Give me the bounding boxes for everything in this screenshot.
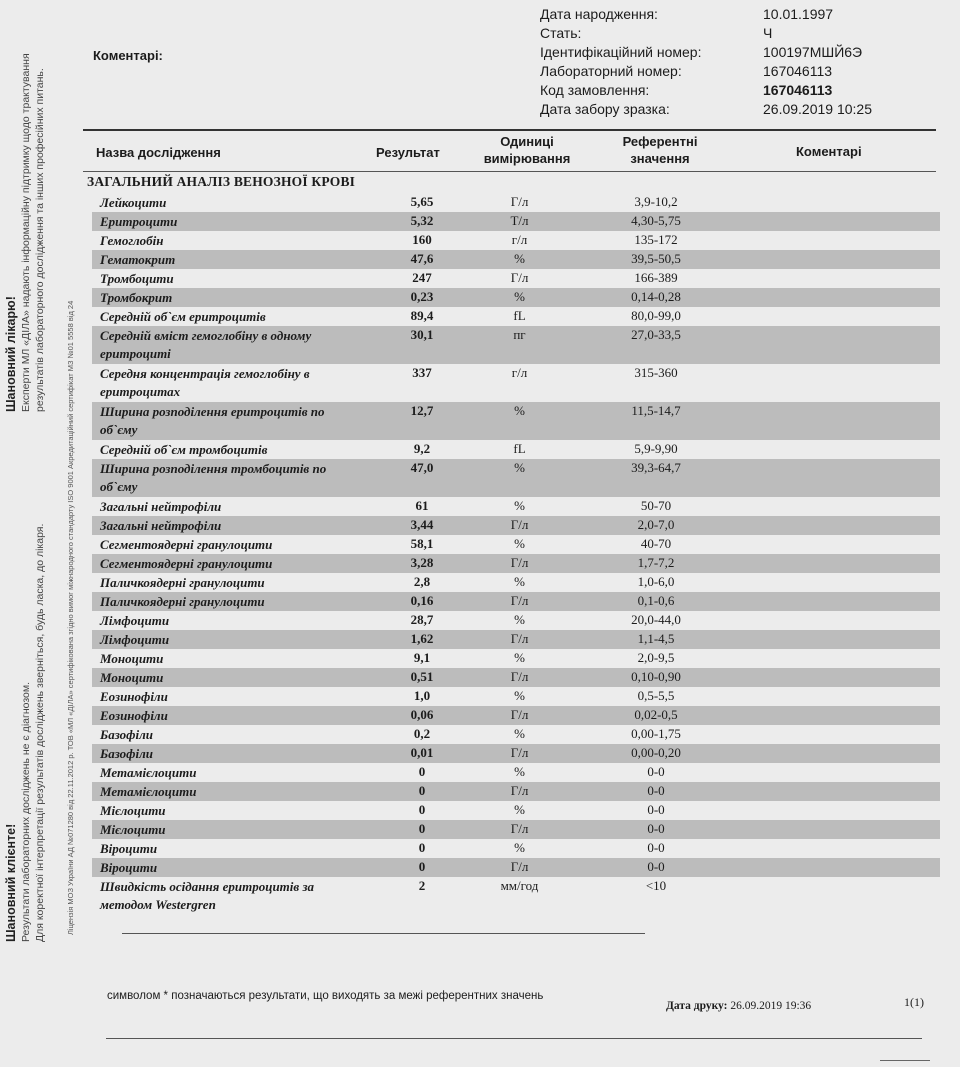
test-reference: 0-0	[647, 821, 665, 836]
table-row	[92, 839, 940, 858]
test-reference: 0,1-0,6	[637, 593, 675, 608]
test-reference: 0-0	[647, 764, 665, 779]
test-unit: Г/л	[510, 783, 529, 798]
test-reference: 27,0-33,5	[631, 327, 681, 342]
client-notice	[4, 524, 47, 942]
test-name: Моноцити	[100, 651, 164, 666]
test-result: 0	[418, 764, 426, 779]
test-unit: %	[514, 460, 525, 475]
patient-info	[540, 6, 940, 120]
test-name: Віроцити	[100, 841, 158, 856]
table-row	[92, 516, 940, 535]
test-name: Метамієлоцити	[100, 765, 197, 780]
test-name: Паличкоядерні гранулоцити	[100, 575, 265, 590]
test-reference: 80,0-99,0	[631, 308, 681, 323]
doctor-notice-line1: Експерти МЛ «ДІЛА» надають інформаційну підтримку щодо трактування	[20, 53, 32, 412]
table-row	[92, 706, 940, 725]
test-unit: Г/л	[510, 593, 529, 608]
col-header-units-line1: Одиниці	[500, 134, 554, 149]
table-row	[92, 364, 940, 402]
test-result: 47,6	[410, 251, 434, 266]
test-reference: 0-0	[647, 783, 665, 798]
test-reference: 0,00-1,75	[631, 726, 681, 741]
table-row	[92, 858, 940, 877]
info-row-birthdate	[540, 6, 940, 25]
test-unit: %	[514, 612, 525, 627]
test-name: Ширина розподілення тромбоцитів по об`єму	[100, 461, 327, 494]
test-unit: %	[514, 650, 525, 665]
test-name: Мієлоцити	[100, 803, 166, 818]
test-reference: 5,9-9,90	[634, 441, 678, 456]
test-unit: Г/л	[510, 859, 529, 874]
test-unit: Г/л	[510, 707, 529, 722]
table-row	[92, 744, 940, 763]
info-row-sample-date	[540, 101, 940, 120]
doctor-notice-line2: результатів лабораторного дослідження та інших професійних питань.	[34, 68, 46, 412]
table-row	[92, 877, 940, 915]
test-reference: 135-172	[634, 232, 678, 247]
table-row	[92, 212, 940, 231]
test-result: 0,01	[410, 745, 434, 760]
test-name: Гематокрит	[100, 252, 176, 267]
test-result: 0,16	[410, 593, 434, 608]
license-notice: Ліцензія МОЗ України АД №071280 від 22.11.2012 р. ТОВ «МЛ «ДІЛА» сертифікована згідно вимог міжнародного стандарту ISO 9001 Акредитаційний сертифікат МЗ №01 5558 від 24	[66, 300, 75, 935]
col-header-comments: Коментарі	[796, 144, 862, 159]
test-unit: %	[514, 536, 525, 551]
info-row-order-code	[540, 82, 940, 101]
info-row-sex	[540, 25, 940, 44]
test-name: Метамієлоцити	[100, 784, 197, 799]
info-label: Стать:	[540, 25, 582, 41]
test-unit: %	[514, 840, 525, 855]
test-unit: %	[514, 574, 525, 589]
col-header-units-line2: вимірювання	[483, 151, 571, 166]
test-result: 47,0	[410, 460, 434, 475]
test-unit: Т/л	[510, 213, 529, 228]
test-result: 0	[418, 840, 426, 855]
signature-line	[122, 933, 645, 934]
test-name: Загальні нейтрофіли	[100, 518, 222, 533]
test-name: Базофіли	[100, 727, 153, 742]
table-row	[92, 402, 940, 440]
table-row	[92, 573, 940, 592]
test-unit: Г/л	[510, 631, 529, 646]
test-name: Сегментоядерні гранулоцити	[100, 537, 273, 552]
test-reference: 1,0-6,0	[637, 574, 675, 589]
table-row	[92, 497, 940, 516]
test-unit: Г/л	[510, 555, 529, 570]
table-row	[92, 250, 940, 269]
test-reference: 0,00-0,20	[631, 745, 681, 760]
test-result: 3,28	[410, 555, 434, 570]
test-result: 0,06	[410, 707, 434, 722]
test-name: Тромбоцити	[100, 271, 174, 286]
test-reference: 40-70	[640, 536, 672, 551]
test-result: 1,62	[410, 631, 434, 646]
table-row	[92, 459, 940, 497]
test-result: 337	[412, 365, 432, 380]
test-reference: 0,02-0,5	[634, 707, 678, 722]
test-name: Лімфоцити	[100, 632, 170, 647]
info-label: Дата народження:	[540, 6, 658, 22]
info-label: Дата забору зразка:	[540, 101, 670, 117]
test-unit: %	[514, 251, 525, 266]
test-reference: 0-0	[647, 859, 665, 874]
table-row	[92, 592, 940, 611]
test-name: Базофіли	[100, 746, 153, 761]
table-row	[92, 554, 940, 573]
test-unit: %	[514, 498, 525, 513]
test-result: 30,1	[410, 327, 434, 342]
test-name: Віроцити	[100, 860, 158, 875]
test-reference: 0-0	[647, 840, 665, 855]
test-result: 0	[418, 802, 426, 817]
test-unit: %	[514, 403, 525, 418]
test-name: Лімфоцити	[100, 613, 170, 628]
test-unit: Г/л	[510, 517, 529, 532]
test-unit: %	[514, 802, 525, 817]
col-header-reference	[600, 133, 720, 167]
col-header-reference-line1: Референтні	[622, 134, 698, 149]
test-result: 160	[412, 232, 432, 247]
comments-label: Коментарі:	[93, 48, 163, 63]
bottom-line	[106, 1038, 922, 1039]
table-row	[92, 801, 940, 820]
test-result: 1,0	[413, 688, 431, 703]
test-reference: 166-389	[634, 270, 678, 285]
doctor-notice-title: Шановний лікарю!	[4, 296, 18, 412]
info-row-lab-number	[540, 63, 940, 82]
test-name: Сегментоядерні гранулоцити	[100, 556, 273, 571]
test-unit: Г/л	[510, 821, 529, 836]
test-result: 247	[412, 270, 432, 285]
test-result: 0	[418, 859, 426, 874]
table-row	[92, 231, 940, 250]
test-reference: 39,3-64,7	[631, 460, 681, 475]
test-reference: 2,0-7,0	[637, 517, 675, 532]
test-reference: 0,14-0,28	[631, 289, 681, 304]
test-reference: 50-70	[640, 498, 672, 513]
test-result: 0	[418, 821, 426, 836]
test-reference: <10	[645, 878, 667, 893]
section-title: ЗАГАЛЬНИЙ АНАЛІЗ ВЕНОЗНОЇ КРОВІ	[87, 174, 356, 189]
table-row	[92, 307, 940, 326]
test-name: Лейкоцити	[100, 195, 167, 210]
table-row	[92, 535, 940, 554]
test-name: Середній об`єм тромбоцитів	[100, 442, 268, 457]
test-name: Тромбокрит	[100, 290, 173, 305]
header-divider	[83, 129, 936, 131]
test-result: 2,8	[413, 574, 431, 589]
info-value: 100197МШЙ6Э	[763, 44, 863, 60]
test-unit: fL	[513, 308, 526, 323]
test-name: Еритроцити	[100, 214, 178, 229]
table-header-line	[83, 171, 936, 172]
test-unit: Г/л	[510, 669, 529, 684]
info-label: Лабораторний номер:	[540, 63, 682, 79]
test-result: 0,23	[410, 289, 434, 304]
table-row	[92, 668, 940, 687]
test-name: Середній об`єм еритроцитів	[100, 309, 266, 324]
test-unit: fL	[513, 441, 526, 456]
test-unit: %	[514, 764, 525, 779]
col-header-reference-line2: значення	[630, 151, 690, 166]
info-value: 26.09.2019 10:25	[763, 101, 872, 117]
test-name: Моноцити	[100, 670, 164, 685]
test-result: 0,51	[410, 669, 434, 684]
test-result: 89,4	[410, 308, 434, 323]
test-name: Мієлоцити	[100, 822, 166, 837]
test-name: Паличкоядерні гранулоцити	[100, 594, 265, 609]
table-row	[92, 649, 940, 668]
test-result: 9,1	[413, 650, 431, 665]
test-name: Загальні нейтрофіли	[100, 499, 222, 514]
test-name: Еозинофіли	[100, 689, 168, 704]
test-reference: 1,7-7,2	[637, 555, 675, 570]
table-row	[92, 630, 940, 649]
table-row	[92, 269, 940, 288]
info-label: Код замовлення:	[540, 82, 650, 98]
test-name: Середній вміст гемоглобіну в одному еритроциті	[100, 328, 312, 361]
test-name: Швидкість осідання еритроцитів за методом Westergren	[100, 879, 315, 912]
test-name: Середня концентрація гемоглобіну в еритроцитах	[100, 366, 310, 399]
test-result: 3,44	[410, 517, 434, 532]
test-reference: 3,9-10,2	[634, 194, 678, 209]
table-row	[92, 782, 940, 801]
info-value: 167046113	[763, 82, 833, 98]
col-header-result: Результат	[376, 145, 440, 160]
test-unit: г/л	[511, 232, 528, 247]
table-row	[92, 193, 940, 212]
test-unit: пг	[513, 327, 526, 342]
table-row	[92, 763, 940, 782]
col-header-units	[478, 133, 576, 167]
test-reference: 1,1-4,5	[637, 631, 675, 646]
doctor-notice	[4, 53, 47, 412]
client-notice-line2: Для коректної інтерпретації результатів досліджень зверніться, будь ласка, до лікаря.	[34, 523, 46, 942]
info-value: Ч	[763, 25, 773, 41]
client-notice-title: Шановний клієнте!	[4, 823, 18, 942]
test-name: Ширина розподілення еритроцитів по об`єму	[100, 404, 325, 437]
table-row	[92, 725, 940, 744]
test-unit: %	[514, 289, 525, 304]
page-number: 1(1)	[904, 995, 924, 1009]
test-result: 58,1	[410, 536, 434, 551]
info-row-id	[540, 44, 940, 63]
bottom-line-short	[880, 1060, 930, 1061]
test-reference: 11,5-14,7	[631, 403, 681, 418]
test-reference: 2,0-9,5	[637, 650, 675, 665]
test-reference: 0,10-0,90	[631, 669, 681, 684]
test-result: 5,32	[410, 213, 434, 228]
table-row	[92, 820, 940, 839]
table-row	[92, 288, 940, 307]
print-date	[666, 1000, 811, 1012]
table-row	[92, 687, 940, 706]
table-row	[92, 326, 940, 364]
test-result: 12,7	[410, 403, 434, 418]
test-result: 2	[418, 878, 426, 893]
test-unit: Г/л	[510, 745, 529, 760]
test-unit: %	[514, 726, 525, 741]
test-unit: %	[514, 688, 525, 703]
test-reference: 0-0	[647, 802, 665, 817]
results-table	[92, 193, 940, 915]
test-unit: Г/л	[510, 270, 529, 285]
test-reference: 0,5-5,5	[637, 688, 675, 703]
print-date-value: 26.09.2019 19:36	[730, 1000, 812, 1012]
test-unit: Г/л	[510, 194, 529, 209]
test-name: Гемоглобін	[100, 233, 164, 248]
test-reference: 315-360	[634, 365, 678, 380]
info-value: 167046113	[763, 63, 833, 79]
info-value: 10.01.1997	[763, 6, 834, 22]
test-result: 61	[415, 498, 429, 513]
test-name: Еозинофіли	[100, 708, 168, 723]
test-unit: г/л	[511, 365, 528, 380]
test-result: 0	[418, 783, 426, 798]
client-notice-line1: Результати лабораторних досліджень не є діагнозом.	[20, 681, 32, 942]
test-result: 28,7	[410, 612, 434, 627]
test-reference: 39,5-50,5	[631, 251, 681, 266]
test-result: 5,65	[410, 194, 434, 209]
col-header-name: Назва дослідження	[96, 145, 221, 160]
print-date-label: Дата друку:	[666, 1000, 728, 1012]
test-unit: мм/год	[500, 878, 539, 893]
test-reference: 20,0-44,0	[631, 612, 681, 627]
test-result: 9,2	[413, 441, 431, 456]
test-result: 0,2	[413, 726, 431, 741]
table-row	[92, 440, 940, 459]
table-row	[92, 611, 940, 630]
info-label: Ідентифікаційний номер:	[540, 44, 702, 60]
footnote: символом * позначаються результати, що виходять за межі референтних значень	[107, 990, 544, 1002]
test-reference: 4,30-5,75	[631, 213, 681, 228]
